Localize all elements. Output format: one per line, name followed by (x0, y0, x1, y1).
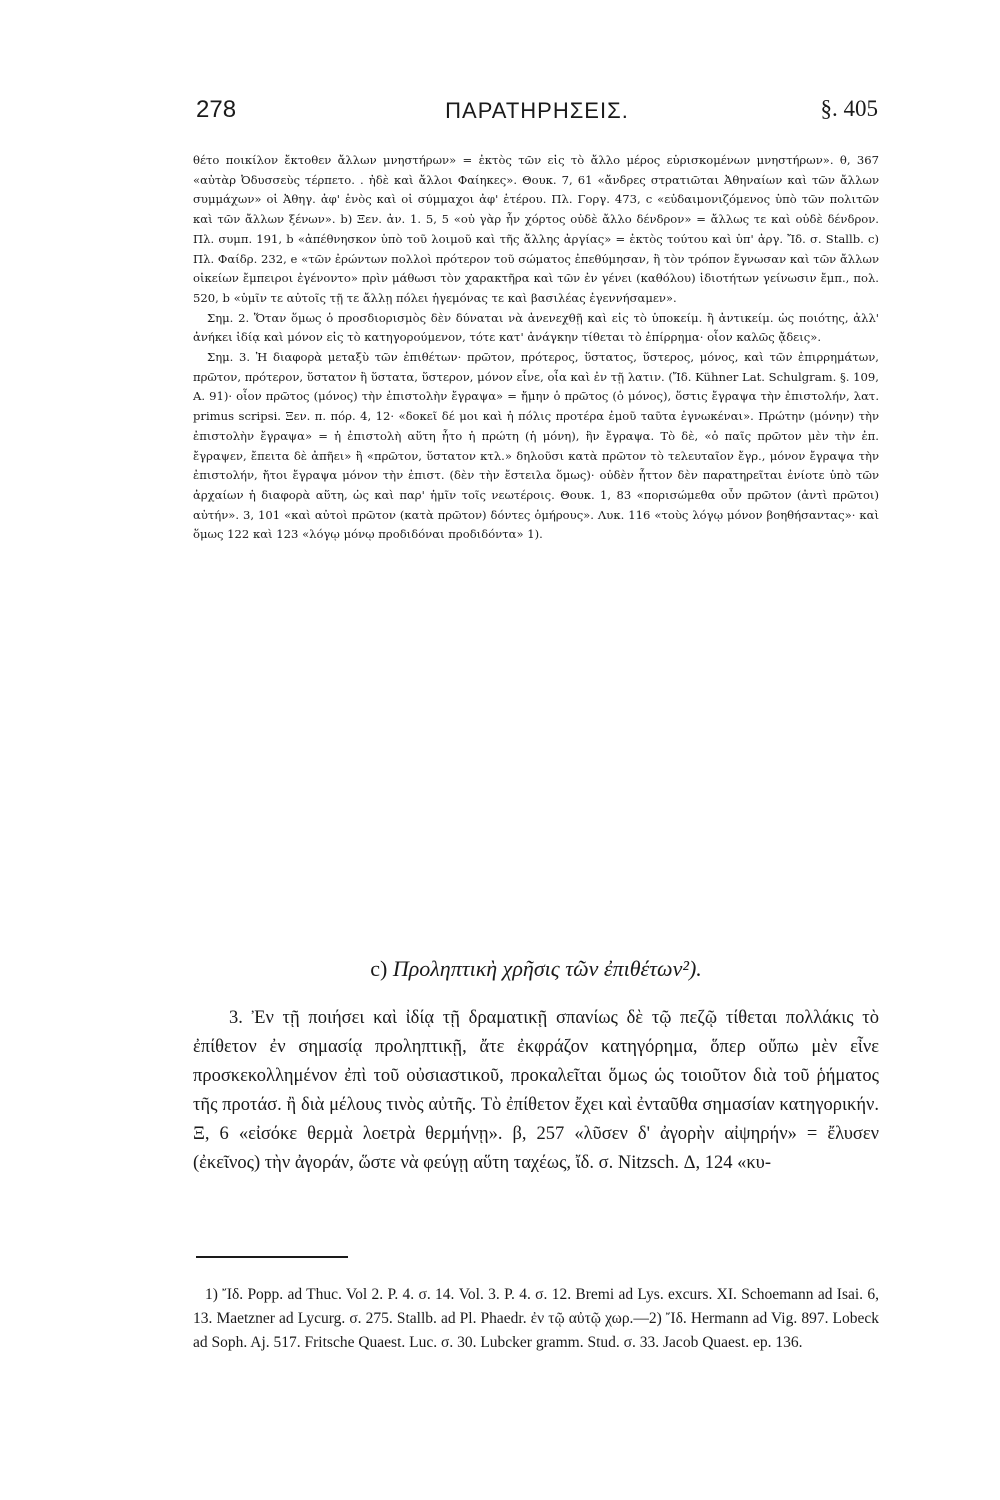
running-title: ΠΑΡΑΤΗΡΗΣΕΙΣ. (445, 98, 629, 123)
small-paragraph-3: Σημ. 3. Ἡ διαφορὰ μεταξὺ τῶν ἐπιθέτων· πρῶτον, πρότερος, ὕστατος, ὕστερος, μόνος, καὶ τῶν ἐπιρρημάτων, πρῶτον, πρότερον, ὕστατον ἢ ὕστατα, ὕστερον, μόνον εἶνε, οἷα καὶ ἐν τῇ λατιν. (Ἴδ. Kühner Lat. Schulgram. §. 109, A. 91)· οἷον πρῶτος (μόνος) τὴν ἐπιστολὴν ἔγραψα» = ἤμην ὁ πρῶτος (ὁ μόνος), ὅστις ἔγραψα τὴν ἐπιστολήν, λατ. primus scripsi. Ξεν. π. πόρ. 4, 12· «δοκεῖ δέ μοι καὶ ἡ πόλις προτέρα ἐμοῦ ταῦτα ἐγνωκέναι». Πρώτην (μόνην) τὴν ἐπιστολὴν ἔγραψα» = ἡ ἐπιστολὴ αὕτη ἦτο ἡ πρώτη (ἡ μόνη), ἣν ἔγραψα. Τὸ δὲ, «ὁ παῖς πρῶτον μὲν τὴν ἐπ. ἔγραψεν, ἔπειτα δὲ ἀπῆει» ἢ «πρῶτον, ὕστατον κτλ.» δηλοῦσι κατὰ πρῶτον τὸ τελευταῖον ἔγρ., μόνον ἔγραψα τὴν ἐπιστολήν, ἤτοι ἔγραψα μόνον τὴν ἐπιστ. (δὲν τὴν ἔστειλα ὅμως)· οὐδὲν ἧττον δὲν παρατηρεῖται ἐνίοτε ὑπὸ τῶν ἀρχαίων ἡ διαφορὰ αὕτη, ὡς καὶ παρ' ἡμῖν τοῖς νεωτέροις. Θουκ. 1, 83 «πορισώμεθα οὖν πρῶτον (ἀντὶ πρῶτοι) αὐτήν». 3, 101 «καὶ αὐτοὶ πρῶτον (κατὰ πρῶτον) δόντες ὁμήρους». Λυκ. 116 «τοὺς λόγῳ μόνον βοηθήσαντας»· καὶ ὅμως 122 καὶ 123 «λόγῳ μόνῳ προδιδόναι προδιδόντα» 1). (193, 350, 879, 542)
small-paragraph-2: Σημ. 2. Ὅταν ὅμως ὁ προσδιορισμὸς δὲν δύναται νὰ ἀνενεχθῇ καὶ εἰς τὸ ὑποκείμ. ἢ ἀντικείμ. ὡς ποιότης, ἀλλ' ἀνήκει ἰδίᾳ καὶ μόνον εἰς τὸ κατηγορούμενον, τότε κατ' ἀνάγκην τίθεται τὸ ἐπίρρημα· οἷον καλῶς ᾄδεις». (193, 310, 879, 345)
section-subheading (193, 956, 879, 982)
running-head (196, 96, 878, 136)
footnote-text: 1) Ἴδ. Popp. ad Thuc. Vol 2. P. 4. σ. 14. Vol. 3. P. 4. σ. 12. Bremi ad Lys. excurs. XI. Schoemann ad Isai. 6, 13. Maetzner ad Lycurg. σ. 275. Stallb. ad Pl. Phaedr. ἐν τῷ αὐτῷ χωρ.—2) Ἴδ. Hermann ad Vig. 897. Lobeck ad Soph. Aj. 517. Fritsche Quaest. Luc. σ. 30. Lubcker gramm. Stud. σ. 33. Jacob Quaest. ep. 136. (193, 1286, 879, 1351)
small-paragraph-1: θέτο ποικίλον ἔκτοθεν ἄλλων μνηστήρων» = ἐκτὸς τῶν εἰς τὸ ἄλλο μέρος εὑρισκομένων μνηστήρων». θ, 367 «αὐτὰρ Ὀδυσσεὺς τέρπετο. . ἠδὲ καὶ ἄλλοι Φαίηκες». Θουκ. 7, 61 «ἄνδρες στρατιῶται Ἀθηναίων καὶ τῶν ἄλλων συμμάχων» οἱ Ἀθηγ. ἀφ' ἑνὸς καὶ οἱ σύμμαχοι ἀφ' ἑτέρου. Πλ. Γοργ. 473, c «εὐδαιμονιζόμενος ὑπὸ τῶν πολιτῶν καὶ τῶν ἄλλων ξένων». b) Ξεν. ἀν. 1. 5, 5 «οὐ γὰρ ἦν χόρτος οὐδὲ ἄλλο δένδρον» = ἄλλως τε καὶ οὐδὲ δένδρον. Πλ. συμπ. 191, b «ἀπέθνησκον ὑπὸ τοῦ λοιμοῦ καὶ τῆς ἄλλης ἀργίας» = ἐκτὸς τούτου καὶ ὑπ' ἀργ. Ἴδ. σ. Stallb. c) Πλ. Φαίδρ. 232, e «τῶν ἐρώντων πολλοὶ πρότερον τοῦ σώματος ἐπεθύμησαν, ἢ τὸν τρόπον ἔγνωσαν καὶ τῶν ἄλλων οἰκείων ἔμπειροι ἐγένοντο» πρὶν μάθωσι τὸν χαρακτῆρα καὶ τῶν ἐν γένει (καθόλου) ἰδιοτήτων γείνωσιν ἔμπ., πολ. 520, b «ὑμῖν τε αὐτοῖς τῇ τε ἄλλῃ πόλει ἡγεμόνας τε καὶ βασιλέας ἐγεννήσαμεν». (193, 153, 879, 305)
page-number: 278 (196, 96, 237, 123)
subheading-letter: c) (370, 956, 388, 981)
small-print-block (193, 151, 879, 545)
subheading-title: Προληπτικὴ χρῆσις τῶν ἐπιθέτων²). (392, 956, 702, 981)
footnotes (193, 1283, 879, 1355)
main-paragraph-1: 3. Ἐν τῇ ποιήσει καὶ ἰδίᾳ τῇ δραματικῇ σπανίως δὲ τῷ πεζῷ τίθεται πολλάκις τὸ ἐπίθετον ἐν σημασίᾳ προληπτικῇ, ἄτε ἐκφράζον κατηγόρημα, ὅπερ οὔπω μὲν εἶνε προσκεκολλημένον ἐπὶ τοῦ οὐσιαστικοῦ, προκαλεῖται ὅμως ὡς τοιοῦτον διὰ τοῦ ῥήματος τῆς προτάσ. ἢ διὰ μέλους τινὸς αὐτῆς. Τὸ ἐπίθετον ἔχει καὶ ἐνταῦθα σημασίαν κατηγορικήν. Ξ, 6 «εἰσόκε θερμὰ λοετρὰ θερμήνῃ». β, 257 «λῦσεν δ' ἀγορὴν αἰψηρήν» = ἔλυσεν (ἐκεῖνος) τὴν ἀγοράν, ὥστε νὰ φεύγῃ αὕτη ταχέως, ἴδ. σ. Nitzsch. Δ, 124 «κυ- (193, 1008, 879, 1173)
section-reference: §. 405 (820, 96, 878, 121)
footnote-divider (196, 1256, 348, 1258)
main-text-block (193, 1004, 879, 1178)
